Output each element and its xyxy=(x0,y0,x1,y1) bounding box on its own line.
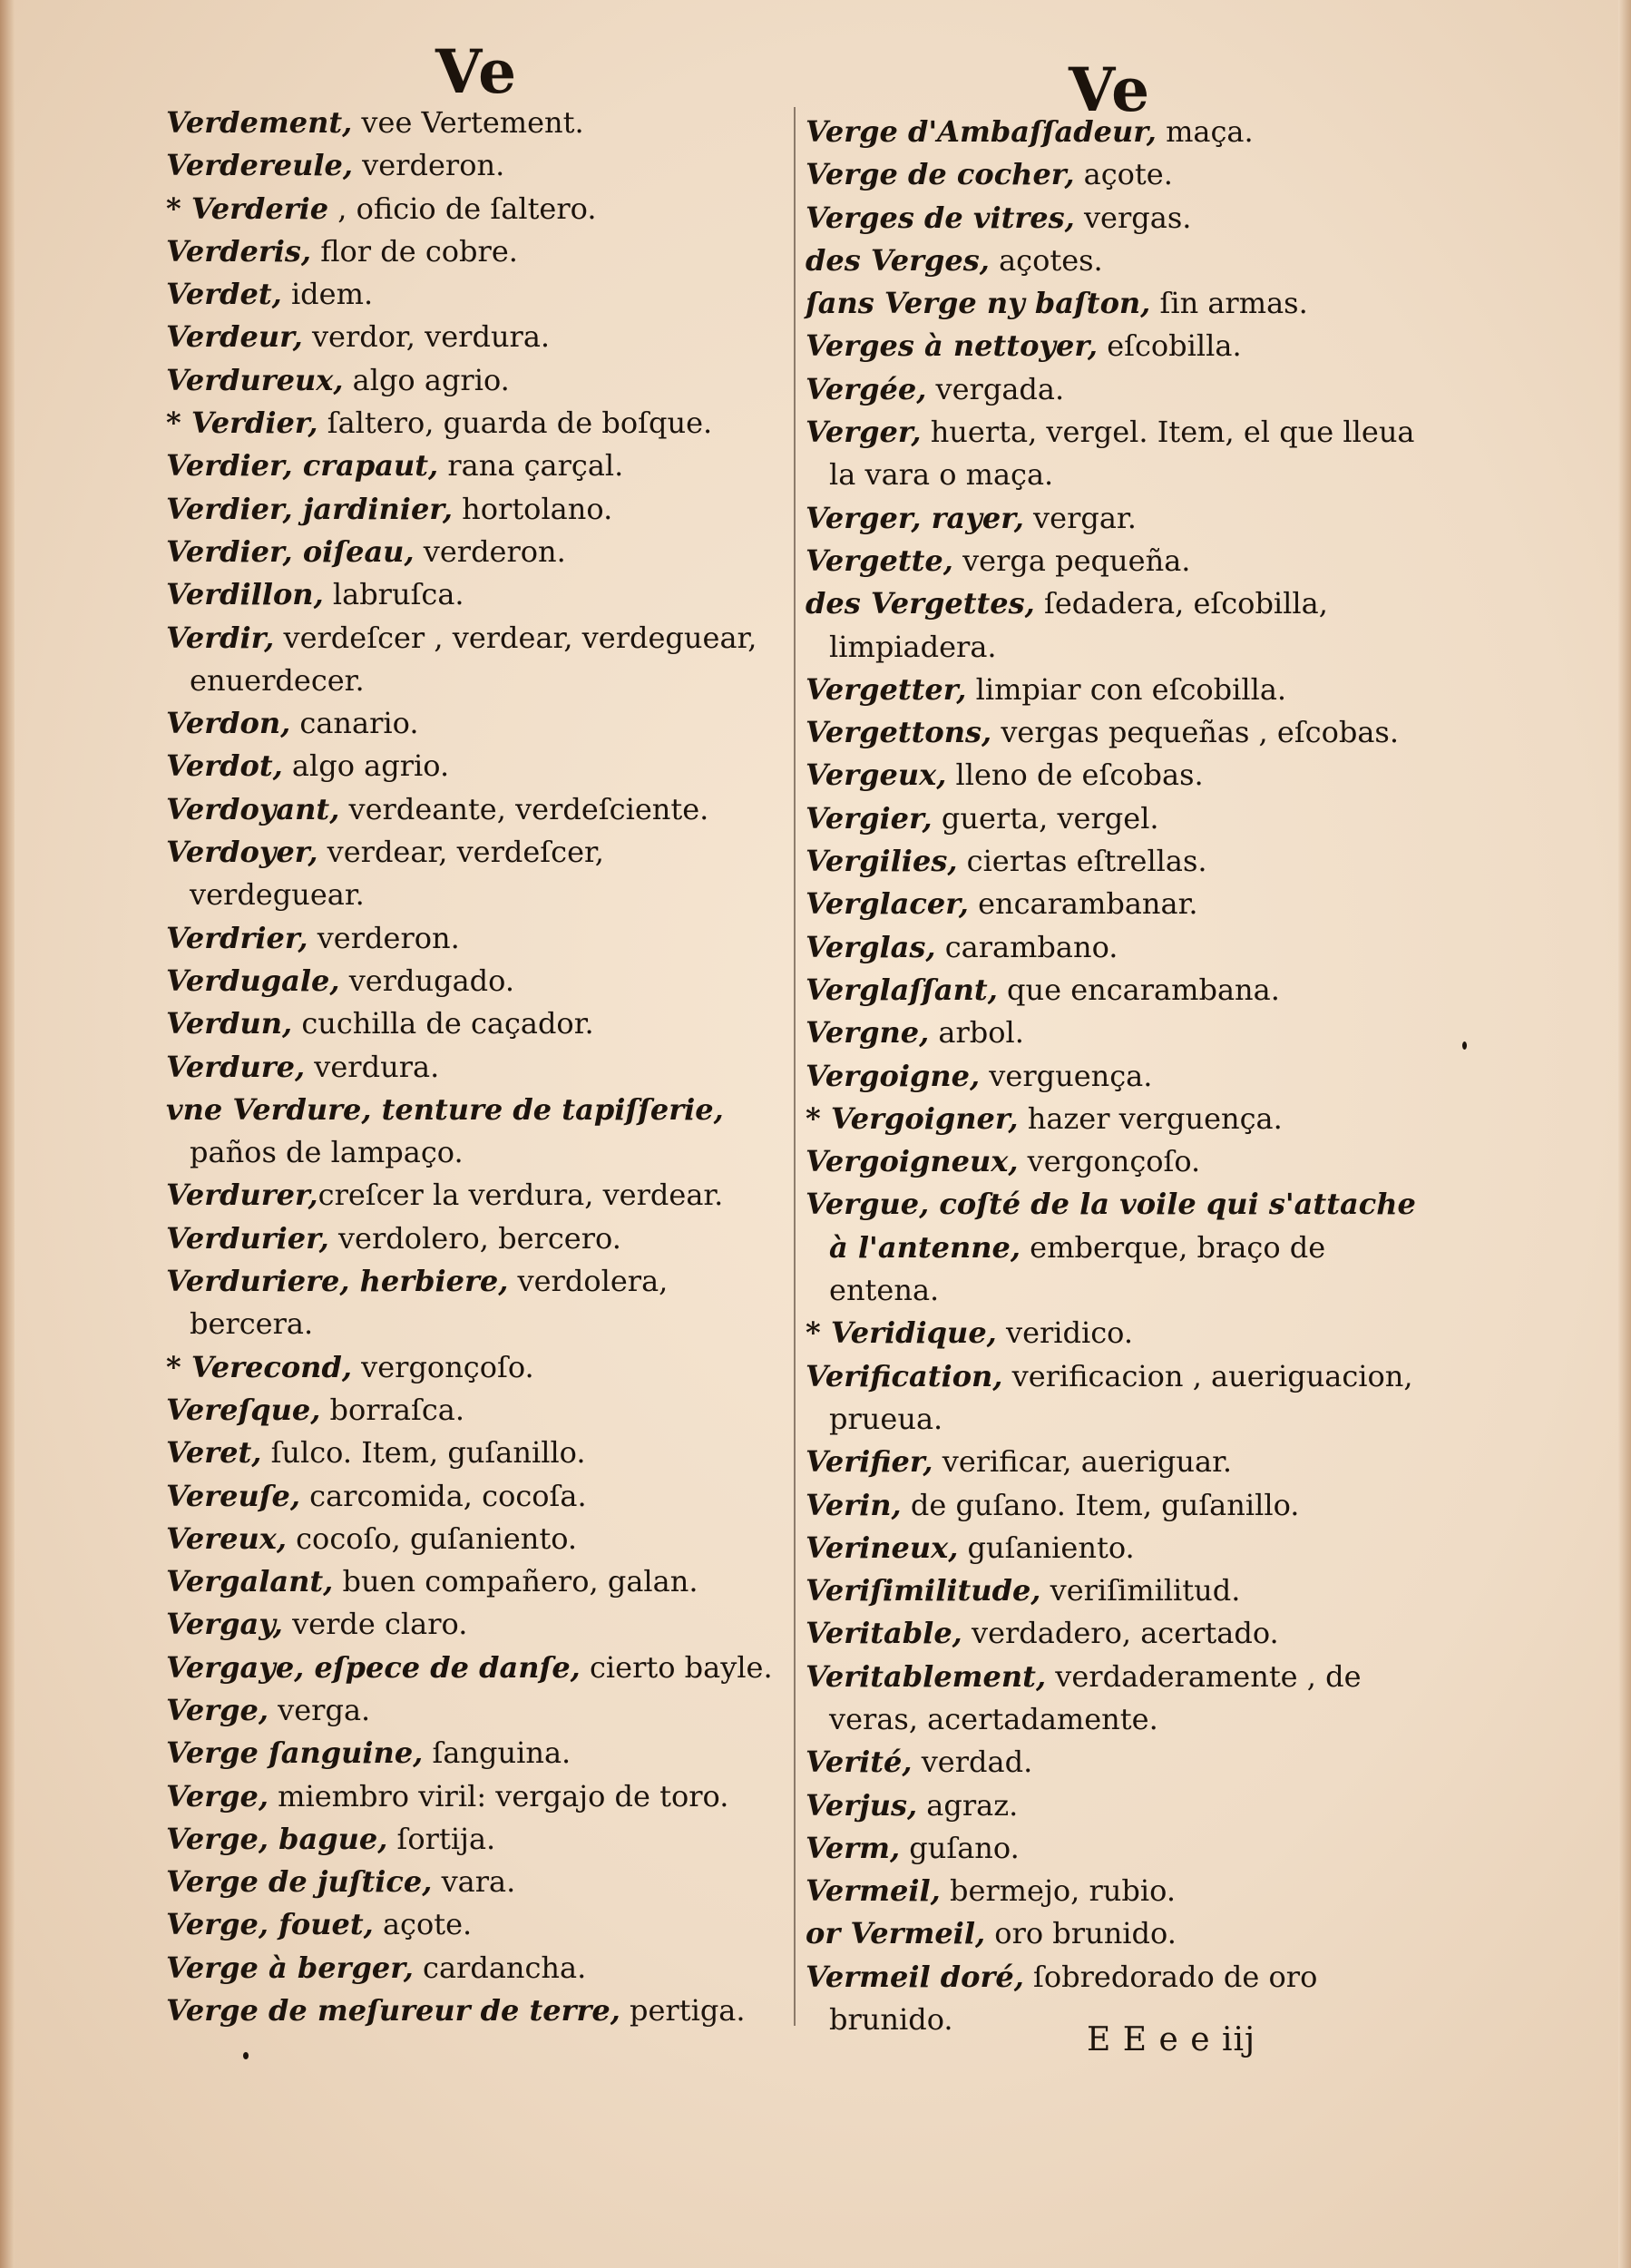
entry-headword: Verifier, xyxy=(806,1444,933,1480)
dictionary-entry xyxy=(166,1174,783,1217)
left-column xyxy=(166,102,783,2032)
entry-headword: Verification, xyxy=(806,1358,1003,1393)
dictionary-entry xyxy=(166,1002,783,1045)
entry-gloss: flor de cobre. xyxy=(311,233,518,269)
entry-headword: Verité, xyxy=(806,1745,913,1780)
entry-gloss: bermejo, rubio. xyxy=(940,1873,1176,1909)
entry-headword: vne Verdure, tenture de tapiſſerie, xyxy=(166,1091,724,1127)
entry-headword: Vergettons, xyxy=(806,715,992,750)
dictionary-entry xyxy=(166,573,783,616)
dictionary-entry xyxy=(806,969,1422,1012)
entry-headword: Vergoigneux, xyxy=(806,1144,1019,1179)
entry-headword: Vergue, coſté de la voile qui s'attache à l'antenne, xyxy=(806,1187,1416,1265)
entry-gloss: guſaniento. xyxy=(958,1530,1135,1565)
dictionary-entry xyxy=(806,282,1422,325)
column-rule xyxy=(794,107,796,2026)
dictionary-entry xyxy=(166,1217,783,1260)
entry-headword: Verdot, xyxy=(166,748,283,784)
entry-headword: Verdereule, xyxy=(166,148,353,183)
entry-headword: Verger, xyxy=(806,415,922,450)
dictionary-entry xyxy=(166,1389,783,1432)
dictionary-entry xyxy=(806,582,1422,669)
dictionary-entry xyxy=(806,754,1422,797)
entry-gloss: verdura. xyxy=(305,1049,440,1084)
dictionary-entry xyxy=(806,540,1422,582)
entry-gloss: verdaderamente , de veras, acertadamente. xyxy=(829,1658,1362,1736)
dictionary-entry xyxy=(806,1055,1422,1098)
entry-headword: Vereuſe, xyxy=(166,1478,300,1513)
entry-gloss: guſano. xyxy=(900,1830,1020,1865)
entry-headword: Verdon, xyxy=(166,706,291,741)
entry-headword: Verdier, crapaut, xyxy=(166,448,439,484)
entry-gloss: eſcobilla. xyxy=(1098,328,1242,364)
dictionary-entry xyxy=(166,1647,783,1689)
entry-gloss: emberque, braço de entena. xyxy=(829,1229,1326,1308)
entry-headword: Vergée, xyxy=(806,371,927,406)
dictionary-entry xyxy=(166,702,783,745)
entry-headword: Verdillon, xyxy=(166,577,324,612)
entry-gloss: verdeante, verdeſciente. xyxy=(339,791,709,826)
entry-gloss: açotes. xyxy=(989,242,1103,278)
entry-headword: Verger, rayer, xyxy=(806,500,1024,535)
dictionary-entry xyxy=(166,1346,783,1389)
entry-headword: Vereſque, xyxy=(166,1392,321,1427)
entry-gloss: agraz. xyxy=(917,1787,1019,1823)
ink-speck xyxy=(243,2052,249,2059)
entry-gloss: labruſca. xyxy=(323,577,464,612)
entry-gloss: vee Vertement. xyxy=(352,105,584,140)
entry-headword: Veret, xyxy=(166,1435,262,1471)
entry-headword: Vereux, xyxy=(166,1520,287,1556)
dictionary-entry xyxy=(806,840,1422,883)
entry-gloss: veriſimilitud. xyxy=(1040,1573,1241,1608)
page-left-edge xyxy=(0,0,15,2268)
entry-headword: Vergaye, eſpece de danſe, xyxy=(166,1649,581,1685)
dictionary-entry xyxy=(166,1989,783,2032)
entry-gloss: cuchilla de caçador. xyxy=(292,1006,594,1041)
entry-gloss: ſin armas. xyxy=(1150,286,1308,321)
entry-gloss: cardancha. xyxy=(413,1950,587,1985)
dictionary-entry xyxy=(166,1089,783,1175)
dictionary-entry xyxy=(806,1183,1422,1312)
entry-headword: Verduriere, herbiere, xyxy=(166,1264,509,1299)
entry-headword: Verdoyant, xyxy=(166,791,340,826)
entry-headword: Vergetter, xyxy=(806,671,967,707)
dictionary-entry xyxy=(166,1518,783,1560)
entry-headword: Verdier, jardinier, xyxy=(166,491,453,526)
entry-headword: Vergeux, xyxy=(806,758,947,793)
entry-headword: Verdrier, xyxy=(166,920,308,955)
entry-headword: * Verecond, xyxy=(166,1349,352,1384)
entry-headword: Vergier, xyxy=(806,800,933,836)
entry-headword: Vergette, xyxy=(806,543,953,578)
signature-mark: E E e e iij xyxy=(1087,2021,1256,2058)
dictionary-entry xyxy=(166,1475,783,1518)
dictionary-entry xyxy=(806,368,1422,411)
dictionary-entry xyxy=(166,273,783,316)
entry-headword: Veritablement, xyxy=(806,1658,1047,1694)
entry-headword: Vermeil doré, xyxy=(806,1959,1024,1994)
dictionary-entry xyxy=(806,1098,1422,1140)
dictionary-entry xyxy=(166,316,783,358)
dictionary-entry xyxy=(806,1355,1422,1442)
dictionary-entry xyxy=(806,325,1422,367)
entry-gloss: verdear, verdeſcer, verdeguear. xyxy=(190,835,604,913)
entry-gloss: verdadero, acertado. xyxy=(962,1616,1279,1651)
entry-gloss: hazer verguença. xyxy=(1018,1100,1283,1136)
entry-gloss: verga pequeña. xyxy=(952,543,1191,578)
dictionary-entry xyxy=(806,1870,1422,1912)
dictionary-entry xyxy=(806,1912,1422,1955)
dictionary-entry xyxy=(166,1947,783,1989)
dictionary-entry xyxy=(166,102,783,144)
entry-gloss: maça. xyxy=(1156,114,1254,149)
dictionary-entry xyxy=(806,1827,1422,1870)
dictionary-entry xyxy=(166,188,783,230)
entry-gloss: carambano. xyxy=(935,929,1118,964)
entry-gloss: verdolera, bercera. xyxy=(190,1264,669,1342)
dictionary-entry xyxy=(166,1775,783,1818)
entry-gloss: cierto bayle. xyxy=(580,1649,773,1685)
dictionary-entry xyxy=(166,617,783,703)
dictionary-entry xyxy=(806,1484,1422,1527)
entry-gloss: arbol. xyxy=(929,1015,1024,1051)
entry-gloss: verdugado. xyxy=(339,963,515,998)
dictionary-entry xyxy=(166,1260,783,1346)
entry-headword: Verderis, xyxy=(166,233,312,269)
entry-gloss: huerta, vergel. Item, el que lleua la vara o maça. xyxy=(829,415,1415,493)
entry-headword: Verdeur, xyxy=(166,319,303,355)
entry-gloss: verga. xyxy=(268,1692,371,1727)
entry-gloss: vergada. xyxy=(926,371,1065,406)
entry-headword: Verge à berger, xyxy=(166,1950,414,1985)
entry-headword: Verineux, xyxy=(806,1530,959,1565)
entry-gloss: que encarambana. xyxy=(997,972,1280,1007)
dictionary-entry xyxy=(806,711,1422,754)
entry-headword: Verge de meſureur de terre, xyxy=(166,1993,620,2028)
dictionary-entry xyxy=(166,531,783,573)
entry-gloss: vara. xyxy=(432,1864,516,1900)
dictionary-entry xyxy=(806,797,1422,840)
entry-headword: Vergilies, xyxy=(806,844,958,879)
entry-gloss: ſobredorado de oro brunido. xyxy=(829,1959,1318,2038)
entry-gloss: verderon. xyxy=(352,148,505,183)
entry-headword: Verge ſanguine, xyxy=(166,1735,424,1771)
dictionary-entry xyxy=(166,1689,783,1732)
dictionary-entry xyxy=(166,831,783,917)
dictionary-entry xyxy=(806,926,1422,969)
entry-gloss: limpiar con eſcobilla. xyxy=(966,671,1287,707)
dictionary-entry xyxy=(806,411,1422,497)
dictionary-entry xyxy=(166,1903,783,1946)
dictionary-entry xyxy=(166,1818,783,1861)
entry-gloss: lleno de eſcobas. xyxy=(946,758,1204,793)
entry-gloss: verdolero, bercero. xyxy=(328,1220,621,1256)
entry-headword: * Veridique, xyxy=(806,1315,997,1351)
dictionary-entry xyxy=(806,111,1422,153)
dictionary-entry xyxy=(166,445,783,487)
entry-headword: Verdement, xyxy=(166,105,353,140)
entry-gloss: vergonçoſo. xyxy=(351,1349,534,1384)
entry-headword: Verdet, xyxy=(166,277,282,312)
entry-gloss: oro brunido. xyxy=(985,1916,1177,1951)
entry-gloss: verificacion , aueriguacion, prueua. xyxy=(829,1358,1413,1436)
entry-gloss: verdeſcer , verdear, verdeguear, enuerdecer. xyxy=(190,620,757,698)
entry-gloss: , oficio de ſaltero. xyxy=(328,191,597,226)
entry-headword: Verge de juſtice, xyxy=(166,1864,433,1900)
entry-gloss: verificar, aueriguar. xyxy=(933,1444,1233,1480)
entry-headword: Verge de cocher, xyxy=(806,157,1075,192)
entry-gloss: pertiga. xyxy=(620,1993,746,2028)
entry-headword: * Verdier, xyxy=(166,406,318,441)
entry-headword: Vermeil, xyxy=(806,1873,941,1909)
dictionary-entry xyxy=(166,1732,783,1774)
entry-headword: Verge d'Ambaſſadeur, xyxy=(806,114,1157,149)
dictionary-entry xyxy=(806,883,1422,925)
dictionary-entry xyxy=(806,1741,1422,1784)
dictionary-entry xyxy=(166,1861,783,1903)
dictionary-entry xyxy=(166,359,783,402)
entry-gloss: vergonçoſo. xyxy=(1018,1144,1201,1179)
dictionary-entry xyxy=(806,240,1422,282)
entry-gloss: de guſano. Item, guſanillo. xyxy=(901,1487,1300,1522)
entry-headword: Verges de vitres, xyxy=(806,200,1075,235)
dictionary-entry xyxy=(166,402,783,445)
entry-gloss: encarambanar. xyxy=(968,886,1198,922)
dictionary-entry xyxy=(166,1560,783,1603)
entry-gloss: ſaltero, guarda de boſque. xyxy=(317,406,713,441)
entry-gloss: borraſca. xyxy=(320,1392,464,1427)
dictionary-entry xyxy=(806,1140,1422,1183)
entry-headword: Veriſimilitude, xyxy=(806,1573,1041,1608)
dictionary-entry xyxy=(806,1312,1422,1354)
entry-headword: Verdir, xyxy=(166,620,275,655)
entry-gloss: hortolano. xyxy=(452,491,613,526)
entry-headword: Vergalant, xyxy=(166,1564,334,1599)
dictionary-entry xyxy=(166,488,783,531)
entry-headword: des Verges, xyxy=(806,242,990,278)
entry-gloss: verderon. xyxy=(414,533,566,569)
entry-gloss: idem. xyxy=(281,277,374,312)
entry-gloss: vergar. xyxy=(1023,500,1137,535)
entry-gloss: açote. xyxy=(1074,157,1173,192)
entry-headword: Verm, xyxy=(806,1830,901,1865)
entry-headword: Verglas, xyxy=(806,929,936,964)
entry-gloss: creſcer la verdura, verdear. xyxy=(317,1178,724,1213)
dictionary-entry xyxy=(166,1432,783,1474)
entry-headword: Verdurer, xyxy=(166,1178,318,1213)
entry-headword: Verdoyer, xyxy=(166,835,318,870)
entry-gloss: rana çarçal. xyxy=(438,448,624,484)
entry-headword: Verges à nettoyer, xyxy=(806,328,1099,364)
dictionary-entry xyxy=(166,230,783,273)
entry-headword: des Vergettes, xyxy=(806,586,1035,621)
entry-headword: * Verderie xyxy=(166,191,329,226)
entry-headword: Vergne, xyxy=(806,1015,930,1051)
entry-gloss: ſortija. xyxy=(387,1821,496,1856)
entry-headword: Verdun, xyxy=(166,1006,293,1041)
entry-headword: Verge, xyxy=(166,1778,269,1813)
entry-headword: Vergay, xyxy=(166,1607,283,1642)
entry-headword: Verin, xyxy=(806,1487,902,1522)
entry-gloss: guerta, vergel. xyxy=(932,800,1159,836)
dictionary-entry xyxy=(806,1612,1422,1655)
entry-gloss: ſulco. Item, guſanillo. xyxy=(261,1435,586,1471)
entry-gloss: vergas pequeñas , eſcobas. xyxy=(991,715,1400,750)
entry-headword: Vergoigne, xyxy=(806,1058,981,1093)
entry-gloss: algo agrio. xyxy=(282,748,450,784)
dictionary-entry xyxy=(166,788,783,831)
entry-headword: Verge, bague, xyxy=(166,1821,388,1856)
dictionary-entry xyxy=(806,1012,1422,1054)
page-right-edge xyxy=(1618,0,1631,2268)
dictionary-entry xyxy=(806,497,1422,540)
entry-gloss: ſanguina. xyxy=(423,1735,571,1771)
entry-gloss: verguença. xyxy=(980,1058,1153,1093)
entry-gloss: buen compañero, galan. xyxy=(333,1564,698,1599)
running-head-right: Ve xyxy=(1069,54,1152,125)
dictionary-entry xyxy=(806,669,1422,711)
entry-gloss: ſedadera, eſcobilla, limpiadera. xyxy=(829,586,1328,664)
dictionary-entry xyxy=(806,197,1422,240)
dictionary-entry xyxy=(166,144,783,187)
dictionary-entry xyxy=(166,960,783,1002)
entry-headword: Verdurier, xyxy=(166,1220,329,1256)
entry-gloss: veridico. xyxy=(996,1315,1134,1351)
dictionary-entry xyxy=(806,1527,1422,1569)
entry-gloss: canario. xyxy=(290,706,419,741)
entry-gloss: verdor, verdura. xyxy=(302,319,551,355)
dictionary-entry xyxy=(806,1656,1422,1742)
entry-gloss: algo agrio. xyxy=(343,362,510,397)
entry-headword: Verdureux, xyxy=(166,362,344,397)
entry-headword: Verge, fouet, xyxy=(166,1907,374,1942)
entry-headword: Verglacer, xyxy=(806,886,969,922)
dictionary-entry xyxy=(166,1046,783,1089)
entry-gloss: carcomida, cocoſa. xyxy=(300,1478,587,1513)
running-head-left: Ve xyxy=(435,36,519,107)
entry-gloss: verde claro. xyxy=(282,1607,468,1642)
entry-gloss: verdad. xyxy=(912,1745,1033,1780)
dictionary-entry xyxy=(806,1569,1422,1612)
ink-speck xyxy=(1462,1041,1467,1050)
entry-headword: Verglaſſant, xyxy=(806,972,998,1007)
dictionary-entry xyxy=(806,1784,1422,1827)
entry-gloss: ciertas eſtrellas. xyxy=(957,844,1207,879)
entry-gloss: miembro viril: vergajo de toro. xyxy=(268,1778,729,1813)
entry-headword: ſans Verge ny baſton, xyxy=(806,286,1151,321)
entry-gloss: paños de lampaço. xyxy=(190,1135,464,1170)
dictionary-entry xyxy=(806,153,1422,196)
dictionary-entry xyxy=(166,1603,783,1646)
dictionary-entry xyxy=(166,917,783,960)
entry-headword: * Vergoigner, xyxy=(806,1100,1019,1136)
right-column xyxy=(806,111,1422,2041)
dictionary-entry xyxy=(166,745,783,787)
entry-gloss: cocoſo, guſaniento. xyxy=(286,1520,578,1556)
entry-headword: Verdugale, xyxy=(166,963,340,998)
entry-headword: Verge, xyxy=(166,1692,269,1727)
dictionary-entry xyxy=(806,1441,1422,1483)
entry-headword: Verdier, oiſeau, xyxy=(166,533,415,569)
entry-headword: or Vermeil, xyxy=(806,1916,986,1951)
entry-headword: Verjus, xyxy=(806,1787,918,1823)
entry-gloss: açote. xyxy=(373,1907,473,1942)
entry-headword: Verdure, xyxy=(166,1049,306,1084)
entry-gloss: verderon. xyxy=(308,920,460,955)
entry-headword: Veritable, xyxy=(806,1616,962,1651)
entry-gloss: vergas. xyxy=(1074,200,1192,235)
